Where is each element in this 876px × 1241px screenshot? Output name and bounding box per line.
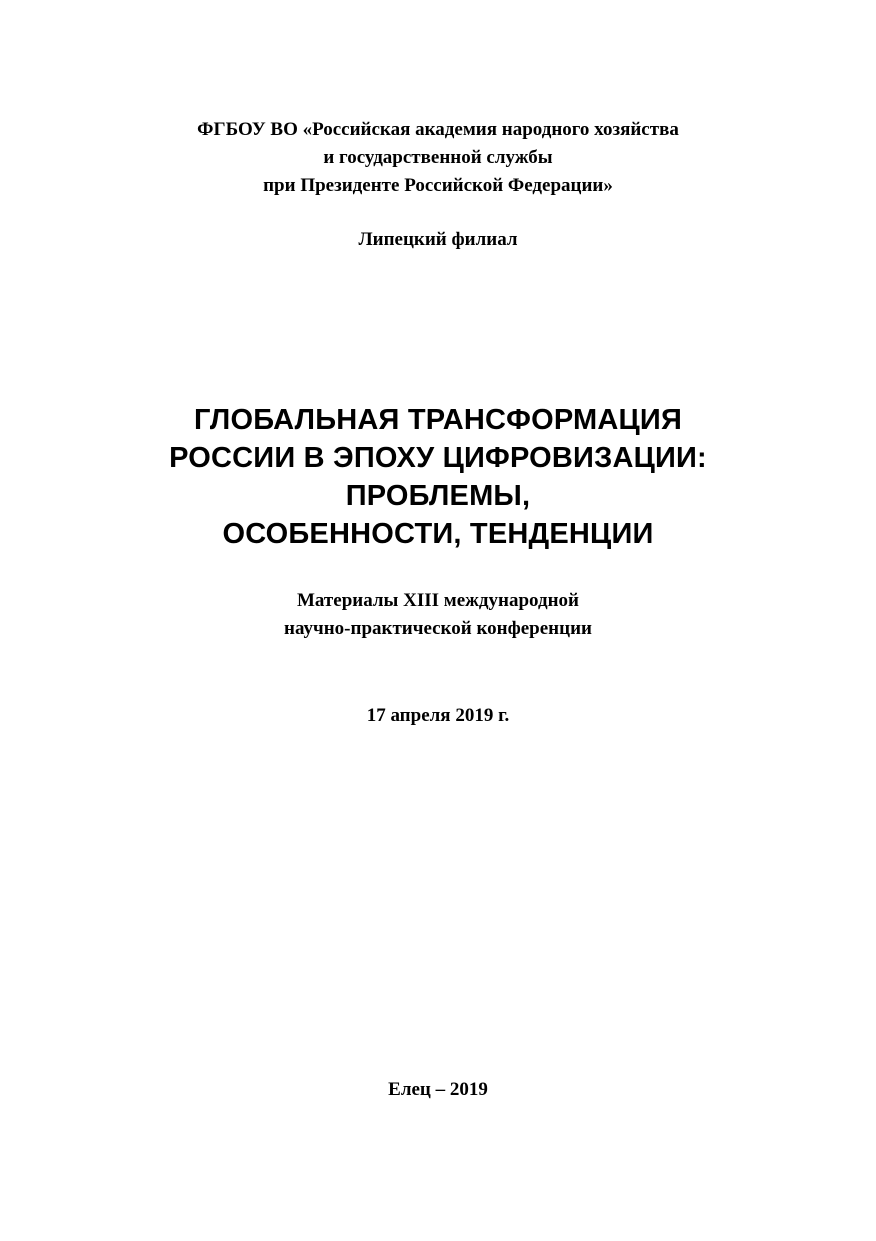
branch-label: Липецкий филиал [358, 229, 518, 250]
date-text: 17 апреля 2019 г. [366, 705, 510, 726]
institution-line-1: ФГБОУ ВО «Российская академия народного хозяйства [197, 119, 679, 140]
subtitle-line-1: Материалы XIII международной [296, 590, 580, 611]
document-subtitle [0, 587, 876, 643]
footer-text: Елец – 2019 [388, 1079, 488, 1100]
title-line-2: РОССИИ В ЭПОХУ ЦИФРОВИЗАЦИИ: [169, 442, 707, 474]
institution-line-3: при Президенте Российской Федерации» [263, 175, 613, 196]
place-year [0, 1076, 876, 1104]
document-title [0, 401, 876, 553]
title-line-4: ОСОБЕННОСТИ, ТЕНДЕНЦИИ [222, 518, 654, 550]
title-line-3: ПРОБЛЕМЫ, [345, 480, 531, 512]
branch-name [0, 226, 876, 254]
title-line-1: ГЛОБАЛЬНАЯ ТРАНСФОРМАЦИЯ [193, 404, 682, 436]
subtitle-line-2: научно-практической конференции [284, 618, 592, 639]
institution-name [0, 116, 876, 200]
conference-date [0, 702, 876, 730]
institution-line-2: и государственной службы [323, 147, 553, 168]
